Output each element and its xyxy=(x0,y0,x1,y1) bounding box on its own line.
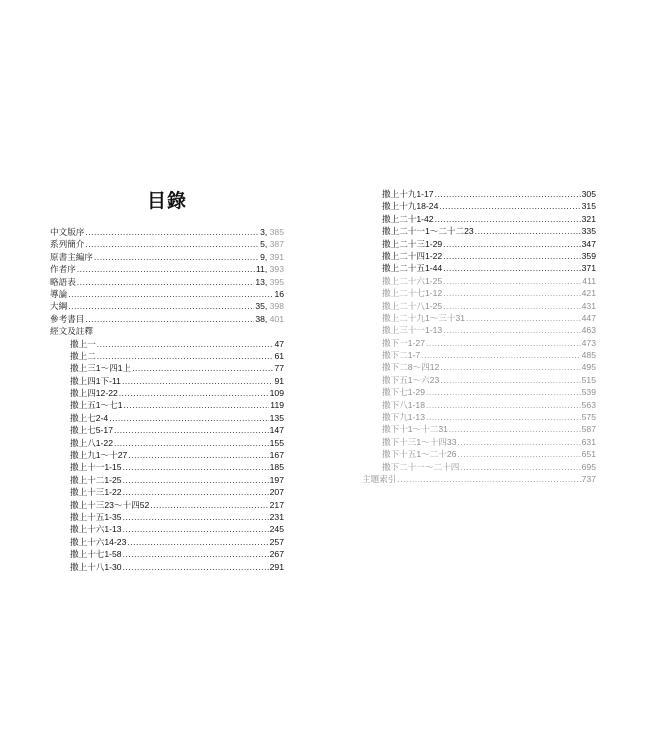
toc-entry[interactable] xyxy=(362,238,596,250)
section-heading: 經文及註釋 xyxy=(50,326,93,337)
toc-entry[interactable] xyxy=(50,474,284,486)
entry-label: 撒下二8～四12 xyxy=(382,362,440,373)
dot-leader xyxy=(397,473,580,485)
toc-entry[interactable] xyxy=(362,262,596,274)
entry-label: 撒上十三1-22 xyxy=(70,487,122,498)
entry-label: 撒上四1下-11 xyxy=(70,375,121,386)
dot-leader xyxy=(97,338,274,350)
entry-page: 651 xyxy=(581,449,596,460)
entry-page: 575 xyxy=(581,412,596,423)
entry-page: 335 xyxy=(581,226,596,237)
entry-label: 作者序 xyxy=(50,264,76,275)
toc-entry[interactable] xyxy=(362,287,596,299)
dot-leader xyxy=(458,436,581,448)
entry-page: 38 xyxy=(255,313,265,324)
toc-entry[interactable] xyxy=(50,424,284,436)
entry-page: 463 xyxy=(581,325,596,336)
entry-label: 撒上七2-4 xyxy=(70,412,109,423)
toc-entry[interactable] xyxy=(50,375,284,387)
entry-label: 撒下二十一～二十四 xyxy=(382,461,460,472)
toc-entry[interactable] xyxy=(362,423,596,435)
dot-leader xyxy=(440,374,580,386)
entry-page: 3 xyxy=(260,226,265,237)
entry-page: 47 xyxy=(274,338,284,349)
toc-left-column xyxy=(50,226,284,573)
toc-entry[interactable] xyxy=(50,238,284,250)
chapter-list-left xyxy=(50,338,284,573)
front-matter-list xyxy=(50,226,284,325)
dot-leader xyxy=(443,324,580,336)
entry-page: 167 xyxy=(269,450,284,461)
entry-page: 473 xyxy=(581,337,596,348)
toc-entry[interactable] xyxy=(362,461,596,473)
entry-label: 撒上三1～四1上 xyxy=(70,363,132,374)
entry-label: 撒上二十1-42 xyxy=(382,213,434,224)
page-separator: , xyxy=(264,251,270,262)
dot-leader xyxy=(435,213,581,225)
page-separator: , xyxy=(264,226,270,237)
toc-entry[interactable] xyxy=(362,200,596,212)
toc-entry[interactable] xyxy=(50,499,284,511)
entry-label: 撒上八1-22 xyxy=(70,437,113,448)
entry-page-secondary: 393 xyxy=(269,264,284,275)
entry-label: 撒上二十四1-22 xyxy=(382,250,443,261)
dot-leader xyxy=(443,250,580,262)
entry-page: 737 xyxy=(581,473,596,484)
toc-entry[interactable] xyxy=(50,486,284,498)
entry-page: 485 xyxy=(581,350,596,361)
entry-label: 撒上一 xyxy=(70,338,96,349)
dot-leader xyxy=(443,275,581,287)
entry-label: 撒下十五1～二十26 xyxy=(382,449,457,460)
entry-label: 原書主編序 xyxy=(50,251,93,262)
dot-leader xyxy=(128,449,268,461)
entry-page: 11 xyxy=(255,264,265,275)
toc-right-column xyxy=(362,188,596,485)
entry-label: 撒下七1-29 xyxy=(382,387,425,398)
entry-page: 431 xyxy=(581,300,596,311)
entry-label: 撒下十1～十二31 xyxy=(382,424,448,435)
dot-leader xyxy=(435,188,581,200)
entry-page-secondary: 398 xyxy=(269,301,284,312)
dot-leader xyxy=(109,412,268,424)
page-separator: , xyxy=(264,264,270,275)
toc-entry[interactable] xyxy=(50,251,284,263)
dot-leader xyxy=(85,226,259,238)
dot-leader xyxy=(443,238,580,250)
entry-page: 305 xyxy=(581,188,596,199)
entry-label: 撒上十六1-13 xyxy=(70,524,122,535)
toc-entry[interactable] xyxy=(362,411,596,423)
dot-leader xyxy=(426,411,581,423)
entry-label: 導論 xyxy=(50,288,68,299)
dot-leader xyxy=(123,561,269,573)
entry-page: 61 xyxy=(274,350,284,361)
entry-page: 421 xyxy=(581,288,596,299)
toc-entry[interactable] xyxy=(50,412,284,424)
entry-label: 撒上二十五1-44 xyxy=(382,263,443,274)
toc-entry[interactable] xyxy=(50,276,284,288)
dot-leader xyxy=(123,461,269,473)
dot-leader xyxy=(123,511,269,523)
dot-leader xyxy=(77,263,255,275)
dot-leader xyxy=(460,461,580,473)
entry-page: 9 xyxy=(260,251,265,262)
dot-leader xyxy=(94,251,259,263)
entry-page: 185 xyxy=(269,462,284,473)
dot-leader xyxy=(439,200,580,212)
entry-label: 撒上十一1-15 xyxy=(70,462,122,473)
dot-leader xyxy=(114,424,269,436)
entry-page: 515 xyxy=(581,374,596,385)
page-title: 目錄 xyxy=(146,191,187,212)
entry-page: 695 xyxy=(581,461,596,472)
dot-leader xyxy=(122,375,274,387)
toc-entry[interactable] xyxy=(50,300,284,312)
toc-entry[interactable] xyxy=(362,349,596,361)
toc-entry[interactable] xyxy=(50,511,284,523)
entry-label: 撒上七5-17 xyxy=(70,425,113,436)
entry-label: 撒下一1-27 xyxy=(382,337,425,348)
entry-label: 撒下八1-18 xyxy=(382,399,425,410)
toc-entry[interactable] xyxy=(50,387,284,399)
entry-label: 撒上四12-22 xyxy=(70,388,118,399)
entry-page: 539 xyxy=(581,387,596,398)
page-separator: , xyxy=(264,276,270,287)
entry-label: 撒上二十八1-25 xyxy=(382,300,443,311)
entry-page: 291 xyxy=(269,561,284,572)
dot-leader xyxy=(97,350,274,362)
toc-entry[interactable] xyxy=(362,337,596,349)
dot-leader xyxy=(123,486,269,498)
toc-entry[interactable] xyxy=(50,561,284,573)
dot-leader xyxy=(85,313,254,325)
entry-page: 447 xyxy=(581,312,596,323)
dot-leader xyxy=(123,474,269,486)
toc-entry[interactable] xyxy=(50,338,284,350)
entry-label: 撒下二1-7 xyxy=(382,350,421,361)
chapter-list-right-grey xyxy=(362,275,596,473)
toc-entry[interactable] xyxy=(50,362,284,374)
toc-entry[interactable] xyxy=(362,250,596,262)
entry-label: 撒下九1-13 xyxy=(382,412,425,423)
entry-label: 撒上十三23～十四52 xyxy=(70,499,150,510)
dot-leader xyxy=(440,361,580,373)
dot-leader xyxy=(426,337,581,349)
entry-label: 主題索引 xyxy=(362,473,397,484)
entry-page-secondary: 391 xyxy=(269,251,284,262)
entry-page: 563 xyxy=(581,399,596,410)
toc-entry[interactable] xyxy=(362,361,596,373)
entry-label: 撒上五1～七1 xyxy=(70,400,123,411)
chapter-list-right xyxy=(362,188,596,275)
toc-entry[interactable] xyxy=(362,386,596,398)
entry-page: 315 xyxy=(581,201,596,212)
toc-entry[interactable] xyxy=(362,324,596,336)
dot-leader xyxy=(443,300,580,312)
entry-page-secondary: 395 xyxy=(269,276,284,287)
toc-entry[interactable] xyxy=(362,300,596,312)
entry-page: 77 xyxy=(274,363,284,374)
dot-leader xyxy=(132,362,273,374)
entry-label: 撒上十二1-25 xyxy=(70,474,122,485)
entry-page-secondary: 385 xyxy=(269,226,284,237)
entry-page-secondary: 387 xyxy=(269,239,284,250)
dot-leader xyxy=(127,536,268,548)
entry-label: 撒上二 xyxy=(70,350,96,361)
entry-page: 347 xyxy=(581,238,596,249)
dot-leader xyxy=(458,448,581,460)
entry-page: 217 xyxy=(269,499,284,510)
entry-label: 撒上三十一1-13 xyxy=(382,325,443,336)
entry-label: 撒上二十七1-12 xyxy=(382,288,443,299)
toc-entry[interactable] xyxy=(362,448,596,460)
page-separator: , xyxy=(264,239,270,250)
entry-label: 撒上十八1-30 xyxy=(70,561,122,572)
toc-entry[interactable] xyxy=(50,437,284,449)
dot-leader xyxy=(421,349,580,361)
entry-page-secondary: 401 xyxy=(269,313,284,324)
entry-label: 系列簡介 xyxy=(50,239,85,250)
entry-page: 35 xyxy=(255,301,265,312)
entry-label: 撒下十三1～十四33 xyxy=(382,436,457,447)
toc-entry[interactable] xyxy=(362,225,596,237)
dot-leader xyxy=(426,386,581,398)
entry-page: 231 xyxy=(269,511,284,522)
entry-label: 撒上二十九1～三十31 xyxy=(382,312,466,323)
toc-entry[interactable] xyxy=(362,312,596,324)
toc-entry[interactable] xyxy=(50,350,284,362)
toc-entry[interactable] xyxy=(50,288,284,300)
entry-page: 119 xyxy=(270,400,284,411)
entry-page: 321 xyxy=(581,213,596,224)
dot-leader xyxy=(426,399,581,411)
dot-leader xyxy=(443,287,580,299)
toc-entry-index[interactable] xyxy=(362,473,596,485)
entry-page: 109 xyxy=(269,388,284,399)
dot-leader xyxy=(68,288,273,300)
toc-entry[interactable] xyxy=(362,188,596,200)
toc-entry[interactable] xyxy=(50,449,284,461)
dot-leader xyxy=(77,276,255,288)
entry-label: 撒上十五1-35 xyxy=(70,511,122,522)
entry-label: 大綱 xyxy=(50,301,68,312)
toc-entry[interactable] xyxy=(50,226,284,238)
entry-label: 撒上九1～十27 xyxy=(70,450,128,461)
dot-leader xyxy=(443,262,580,274)
entry-page: 631 xyxy=(581,436,596,447)
entry-page: 13 xyxy=(255,276,265,287)
entry-label: 撒上二十一1～二十二23 xyxy=(382,226,474,237)
page-separator: , xyxy=(264,301,270,312)
entry-page: 147 xyxy=(269,425,284,436)
dot-leader xyxy=(466,312,581,324)
toc-entry[interactable] xyxy=(362,436,596,448)
dot-leader xyxy=(68,300,254,312)
entry-label: 撒上十六14-23 xyxy=(70,536,127,547)
entry-page: 411 xyxy=(582,275,596,286)
entry-page: 371 xyxy=(581,263,596,274)
entry-page: 91 xyxy=(274,375,284,386)
toc-entry[interactable] xyxy=(50,536,284,548)
entry-label: 撒上十七1-58 xyxy=(70,549,122,560)
entry-page: 245 xyxy=(269,524,284,535)
toc-entry[interactable] xyxy=(50,263,284,275)
dot-leader xyxy=(123,523,269,535)
entry-label: 撒上二十六1-25 xyxy=(382,275,443,286)
toc-entry[interactable] xyxy=(50,548,284,560)
entry-label: 撒上二十三1-29 xyxy=(382,238,443,249)
toc-entry[interactable] xyxy=(362,374,596,386)
toc-entry[interactable] xyxy=(50,461,284,473)
entry-page: 359 xyxy=(581,250,596,261)
toc-entry[interactable] xyxy=(362,213,596,225)
dot-leader xyxy=(119,387,269,399)
page-separator: , xyxy=(264,313,270,324)
entry-page: 5 xyxy=(260,239,265,250)
entry-label: 中文版序 xyxy=(50,226,85,237)
entry-label: 撒上十九1-17 xyxy=(382,188,434,199)
dot-leader xyxy=(124,399,270,411)
entry-page: 587 xyxy=(581,424,596,435)
entry-label: 撒下五1～六23 xyxy=(382,374,440,385)
entry-page: 267 xyxy=(269,549,284,560)
entry-label: 略語表 xyxy=(50,276,76,287)
toc-entry[interactable] xyxy=(50,399,284,411)
toc-entry[interactable] xyxy=(50,523,284,535)
entry-page: 257 xyxy=(269,536,284,547)
entry-page: 207 xyxy=(269,487,284,498)
entry-page: 197 xyxy=(269,474,284,485)
entry-label: 參考書目 xyxy=(50,313,85,324)
entry-page: 135 xyxy=(269,412,284,423)
dot-leader xyxy=(85,238,259,250)
toc-entry[interactable] xyxy=(50,313,284,325)
dot-leader xyxy=(475,225,581,237)
entry-label: 撒上十九18-24 xyxy=(382,201,439,212)
dot-leader xyxy=(449,423,581,435)
entry-page: 495 xyxy=(581,362,596,373)
entry-page: 155 xyxy=(269,437,284,448)
toc-entry[interactable] xyxy=(362,399,596,411)
toc-entry[interactable] xyxy=(362,275,596,287)
dot-leader xyxy=(150,499,268,511)
entry-page: 16 xyxy=(274,288,284,299)
dot-leader xyxy=(123,548,269,560)
dot-leader xyxy=(114,437,269,449)
